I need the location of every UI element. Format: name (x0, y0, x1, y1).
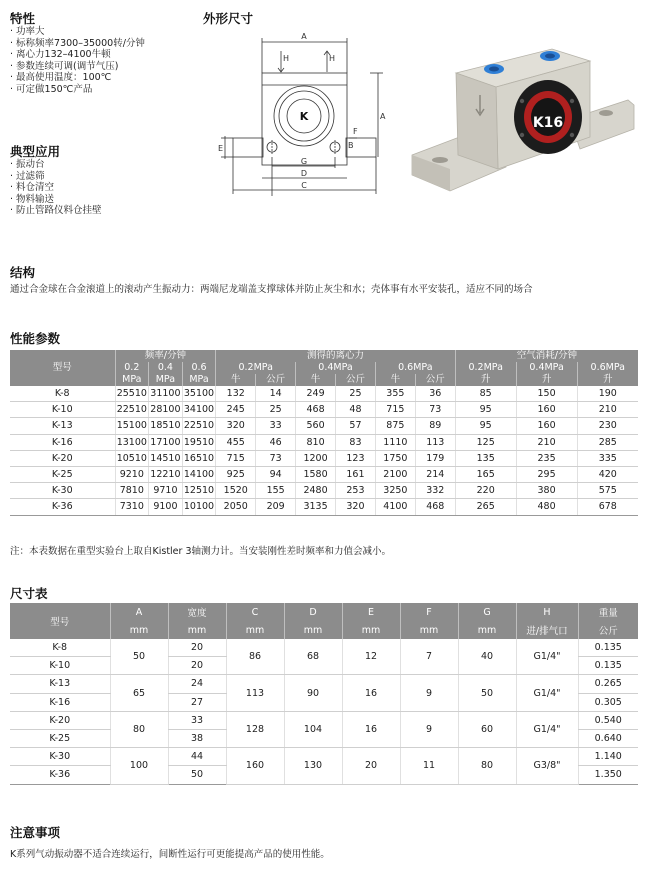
col-unit: mm (226, 621, 284, 639)
col-c: C (226, 603, 284, 621)
col-unit: 升 (516, 374, 577, 386)
row-model: K-25 (10, 466, 115, 482)
cell-weight: 0.265 (578, 675, 638, 693)
table-row (10, 402, 638, 418)
col-force-02: 0.2MPa (216, 362, 296, 374)
col-force: 测得的离心力 (216, 350, 455, 362)
row-model: K-8 (10, 639, 110, 657)
col-model: 型号 (10, 350, 115, 386)
table-cell: 95 (455, 418, 516, 434)
table-cell: 575 (577, 483, 638, 499)
drawing-label-h2: H (329, 54, 336, 63)
table-cell: 235 (516, 450, 577, 466)
table-row (10, 450, 638, 466)
table-cell: 9210 (115, 466, 149, 482)
row-model: K-25 (10, 729, 110, 747)
cell-width: 20 (168, 639, 226, 657)
cell-e: 20 (342, 748, 400, 784)
cell-e: 16 (342, 675, 400, 711)
table-cell: 155 (256, 483, 296, 499)
drawing-label-d: D (300, 169, 308, 178)
notice-title: 注意事项 (10, 825, 61, 840)
row-model: K-10 (10, 402, 115, 418)
table-cell: 123 (336, 450, 376, 466)
cell-weight: 0.540 (578, 711, 638, 729)
cell-a: 65 (110, 675, 168, 711)
performance-table (10, 350, 638, 516)
cell-e: 16 (342, 711, 400, 747)
cell-d: 104 (284, 711, 342, 747)
table-cell: 19510 (182, 434, 216, 450)
table-cell: 468 (296, 402, 336, 418)
table-cell: 22510 (182, 418, 216, 434)
table-cell: 1110 (375, 434, 415, 450)
col-a: A (110, 603, 168, 621)
list-item: · 最高使用温度：100℃ (10, 72, 145, 84)
table-row (10, 675, 638, 693)
col-force-06: 0.6MPa (375, 362, 455, 374)
table-row (10, 466, 638, 482)
table-cell: 48 (336, 402, 376, 418)
product-model-badge: K16 (532, 115, 564, 131)
col-f04-unit: MPa (149, 374, 183, 386)
cell-c: 160 (226, 748, 284, 784)
col-unit: 公斤 (256, 374, 296, 386)
table-cell: 245 (216, 402, 256, 418)
notice-text: K系列气动振动器不适合连续运行，间断性运行可更能提高产品的使用性能。 (10, 849, 330, 860)
table-cell: 35100 (182, 386, 216, 402)
drawing-label-k: K (299, 110, 309, 123)
table-cell: 455 (216, 434, 256, 450)
list-item: · 功率大 (10, 26, 145, 38)
table-cell: 160 (516, 402, 577, 418)
table-row (10, 711, 638, 729)
cell-g: 80 (458, 748, 516, 784)
row-model: K-30 (10, 748, 110, 766)
table-cell: 95 (455, 402, 516, 418)
drawing-label-h: H (283, 54, 290, 63)
col-air-04: 0.4MPa (516, 362, 577, 374)
table-cell: 9100 (149, 499, 183, 515)
table-cell: 14510 (149, 450, 183, 466)
cell-f: 11 (400, 748, 458, 784)
structure-title: 结构 (10, 265, 36, 280)
col-air-06: 0.6MPa (577, 362, 638, 374)
cell-weight: 0.135 (578, 657, 638, 675)
table-cell: 12210 (149, 466, 183, 482)
dimensions-title: 尺寸表 (10, 586, 48, 601)
col-model: 型号 (10, 603, 110, 639)
list-item: · 参数连续可调(调节气压) (10, 61, 145, 73)
cell-weight: 1.140 (578, 748, 638, 766)
cell-c: 86 (226, 639, 284, 675)
table-cell: 875 (375, 418, 415, 434)
table-cell: 25 (336, 386, 376, 402)
table-cell: 13100 (115, 434, 149, 450)
col-f: F (400, 603, 458, 621)
row-model: K-36 (10, 766, 110, 784)
table-cell: 1200 (296, 450, 336, 466)
col-unit: mm (284, 621, 342, 639)
table-cell: 132 (216, 386, 256, 402)
table-row (10, 748, 638, 766)
table-cell: 285 (577, 434, 638, 450)
cell-f: 9 (400, 711, 458, 747)
table-cell: 560 (296, 418, 336, 434)
table-cell: 161 (336, 466, 376, 482)
table-cell: 220 (455, 483, 516, 499)
cell-a: 100 (110, 748, 168, 784)
cell-width: 24 (168, 675, 226, 693)
drawing-label-f: F (353, 127, 358, 136)
col-air-02: 0.2MPa (455, 362, 516, 374)
table-cell: 33 (256, 418, 296, 434)
col-f06: 0.6 (182, 362, 216, 374)
features-title: 特性 (10, 11, 36, 26)
table-cell: 94 (256, 466, 296, 482)
table-cell: 253 (336, 483, 376, 499)
row-model: K-8 (10, 386, 115, 402)
table-cell: 214 (415, 466, 455, 482)
table-cell: 2100 (375, 466, 415, 482)
table-row (10, 639, 638, 657)
applications-title: 典型应用 (10, 144, 61, 159)
list-item: · 离心力132–4100牛顿 (10, 49, 145, 61)
table-cell: 89 (415, 418, 455, 434)
row-model: K-13 (10, 418, 115, 434)
cell-width: 20 (168, 657, 226, 675)
cell-weight: 0.640 (578, 729, 638, 747)
col-unit: mm (168, 621, 226, 639)
table-cell: 12510 (182, 483, 216, 499)
cell-a: 80 (110, 711, 168, 747)
table-cell: 73 (256, 450, 296, 466)
col-weight: 重量 (578, 603, 638, 621)
table-cell: 295 (516, 466, 577, 482)
cell-width: 33 (168, 711, 226, 729)
table-cell: 135 (455, 450, 516, 466)
cell-width: 27 (168, 693, 226, 711)
col-air: 空气消耗/分钟 (455, 350, 638, 362)
table-cell: 113 (415, 434, 455, 450)
table-cell: 249 (296, 386, 336, 402)
drawing-title: 外形尺寸 (203, 11, 254, 26)
col-d: D (284, 603, 342, 621)
cell-d: 68 (284, 639, 342, 675)
table-row (10, 386, 638, 402)
table-cell: 10510 (115, 450, 149, 466)
list-item: · 振动台 (10, 159, 102, 171)
col-f06-unit: MPa (182, 374, 216, 386)
table-cell: 925 (216, 466, 256, 482)
cell-width: 44 (168, 748, 226, 766)
table-cell: 9710 (149, 483, 183, 499)
cell-h: G1/4" (516, 711, 578, 747)
list-item: · 标称频率7300–35000转/分钟 (10, 38, 145, 50)
table-cell: 73 (415, 402, 455, 418)
table-cell: 22510 (115, 402, 149, 418)
col-unit: 升 (455, 374, 516, 386)
drawing-label-e: E (218, 144, 224, 153)
table-cell: 715 (375, 402, 415, 418)
row-model: K-36 (10, 499, 115, 515)
table-cell: 10100 (182, 499, 216, 515)
table-cell: 420 (577, 466, 638, 482)
drawing-label-a-side: A (380, 112, 386, 121)
col-f02-unit: MPa (115, 374, 149, 386)
table-row (10, 418, 638, 434)
table-cell: 179 (415, 450, 455, 466)
performance-note: 注：本表数据在重型实验台上取自Kistler 3轴测力计。当安装刚性差时频率和力值会减小。 (10, 546, 391, 557)
row-model: K-20 (10, 450, 115, 466)
table-cell: 28100 (149, 402, 183, 418)
col-force-04: 0.4MPa (296, 362, 376, 374)
structure-text: 通过合金球在合金滚道上的滚动产生振动力：两端尼龙端盖支撑球体并防止灰尘和水；壳体事有水平安装孔，适应不同的场合 (10, 284, 533, 295)
list-item: · 料仓清空 (10, 182, 102, 194)
table-cell: 25510 (115, 386, 149, 402)
col-unit: mm (458, 621, 516, 639)
table-cell: 15100 (115, 418, 149, 434)
table-cell: 150 (516, 386, 577, 402)
cell-weight: 1.350 (578, 766, 638, 784)
table-cell: 7810 (115, 483, 149, 499)
cell-c: 113 (226, 675, 284, 711)
product-photo (410, 45, 638, 197)
table-cell: 190 (577, 386, 638, 402)
dimension-drawing (205, 28, 395, 200)
table-cell: 210 (577, 402, 638, 418)
col-unit: 升 (577, 374, 638, 386)
list-item: · 防止管路仪料仓挂壁 (10, 205, 102, 217)
list-item: · 物料输送 (10, 194, 102, 206)
cell-weight: 0.135 (578, 639, 638, 657)
cell-h: G3/8" (516, 748, 578, 784)
col-unit: 公斤 (336, 374, 376, 386)
table-cell: 3135 (296, 499, 336, 515)
col-g: G (458, 603, 516, 621)
col-unit: mm (400, 621, 458, 639)
col-frequency: 频率/分钟 (115, 350, 216, 362)
table-cell: 715 (216, 450, 256, 466)
table-cell: 2050 (216, 499, 256, 515)
row-model: K-16 (10, 693, 110, 711)
col-unit: mm (342, 621, 400, 639)
list-item: · 过滤筛 (10, 171, 102, 183)
col-unit: 公斤 (578, 621, 638, 639)
cell-d: 90 (284, 675, 342, 711)
table-cell: 230 (577, 418, 638, 434)
table-cell: 160 (516, 418, 577, 434)
table-cell: 165 (455, 466, 516, 482)
table-cell: 1580 (296, 466, 336, 482)
performance-title: 性能参数 (10, 331, 61, 346)
table-cell: 480 (516, 499, 577, 515)
cell-g: 60 (458, 711, 516, 747)
table-cell: 332 (415, 483, 455, 499)
cell-c: 128 (226, 711, 284, 747)
cell-h: G1/4" (516, 675, 578, 711)
col-width: 宽度 (168, 603, 226, 621)
col-unit: mm (110, 621, 168, 639)
table-cell: 320 (216, 418, 256, 434)
cell-e: 12 (342, 639, 400, 675)
table-cell: 1750 (375, 450, 415, 466)
cell-width: 38 (168, 729, 226, 747)
col-unit: 牛 (375, 374, 415, 386)
table-cell: 678 (577, 499, 638, 515)
list-item: · 可定做150℃产品 (10, 84, 145, 96)
drawing-label-b: B (348, 141, 354, 150)
dimensions-table (10, 603, 638, 785)
table-cell: 18510 (149, 418, 183, 434)
table-cell: 265 (455, 499, 516, 515)
table-cell: 7310 (115, 499, 149, 515)
drawing-label-c: C (301, 181, 307, 190)
table-cell: 2480 (296, 483, 336, 499)
table-cell: 46 (256, 434, 296, 450)
table-cell: 320 (336, 499, 376, 515)
cell-width: 50 (168, 766, 226, 784)
table-row (10, 483, 638, 499)
cell-h: G1/4" (516, 639, 578, 675)
table-cell: 34100 (182, 402, 216, 418)
cell-weight: 0.305 (578, 693, 638, 711)
table-cell: 4100 (375, 499, 415, 515)
table-cell: 209 (256, 499, 296, 515)
row-model: K-30 (10, 483, 115, 499)
features-list (10, 26, 145, 96)
table-cell: 16510 (182, 450, 216, 466)
table-cell: 468 (415, 499, 455, 515)
table-cell: 210 (516, 434, 577, 450)
col-unit: 牛 (216, 374, 256, 386)
table-cell: 810 (296, 434, 336, 450)
row-model: K-16 (10, 434, 115, 450)
col-f02: 0.2 (115, 362, 149, 374)
cell-f: 7 (400, 639, 458, 675)
table-cell: 3250 (375, 483, 415, 499)
table-cell: 25 (256, 402, 296, 418)
table-cell: 1520 (216, 483, 256, 499)
row-model: K-13 (10, 675, 110, 693)
table-cell: 85 (455, 386, 516, 402)
table-cell: 83 (336, 434, 376, 450)
table-cell: 57 (336, 418, 376, 434)
table-cell: 14 (256, 386, 296, 402)
table-cell: 36 (415, 386, 455, 402)
cell-f: 9 (400, 675, 458, 711)
table-cell: 17100 (149, 434, 183, 450)
col-unit: 进/排气口 (516, 621, 578, 639)
col-unit: 公斤 (415, 374, 455, 386)
table-cell: 335 (577, 450, 638, 466)
col-e: E (342, 603, 400, 621)
cell-a: 50 (110, 639, 168, 675)
table-cell: 31100 (149, 386, 183, 402)
drawing-label-g: G (300, 157, 308, 166)
table-row (10, 434, 638, 450)
row-model: K-20 (10, 711, 110, 729)
col-unit: 牛 (296, 374, 336, 386)
cell-g: 50 (458, 675, 516, 711)
col-f04: 0.4 (149, 362, 183, 374)
table-cell: 125 (455, 434, 516, 450)
applications-list (10, 159, 102, 217)
col-h: H (516, 603, 578, 621)
table-cell: 380 (516, 483, 577, 499)
table-row (10, 499, 638, 515)
table-cell: 14100 (182, 466, 216, 482)
cell-d: 130 (284, 748, 342, 784)
row-model: K-10 (10, 657, 110, 675)
drawing-label-a: A (301, 32, 307, 41)
table-cell: 355 (375, 386, 415, 402)
cell-g: 40 (458, 639, 516, 675)
